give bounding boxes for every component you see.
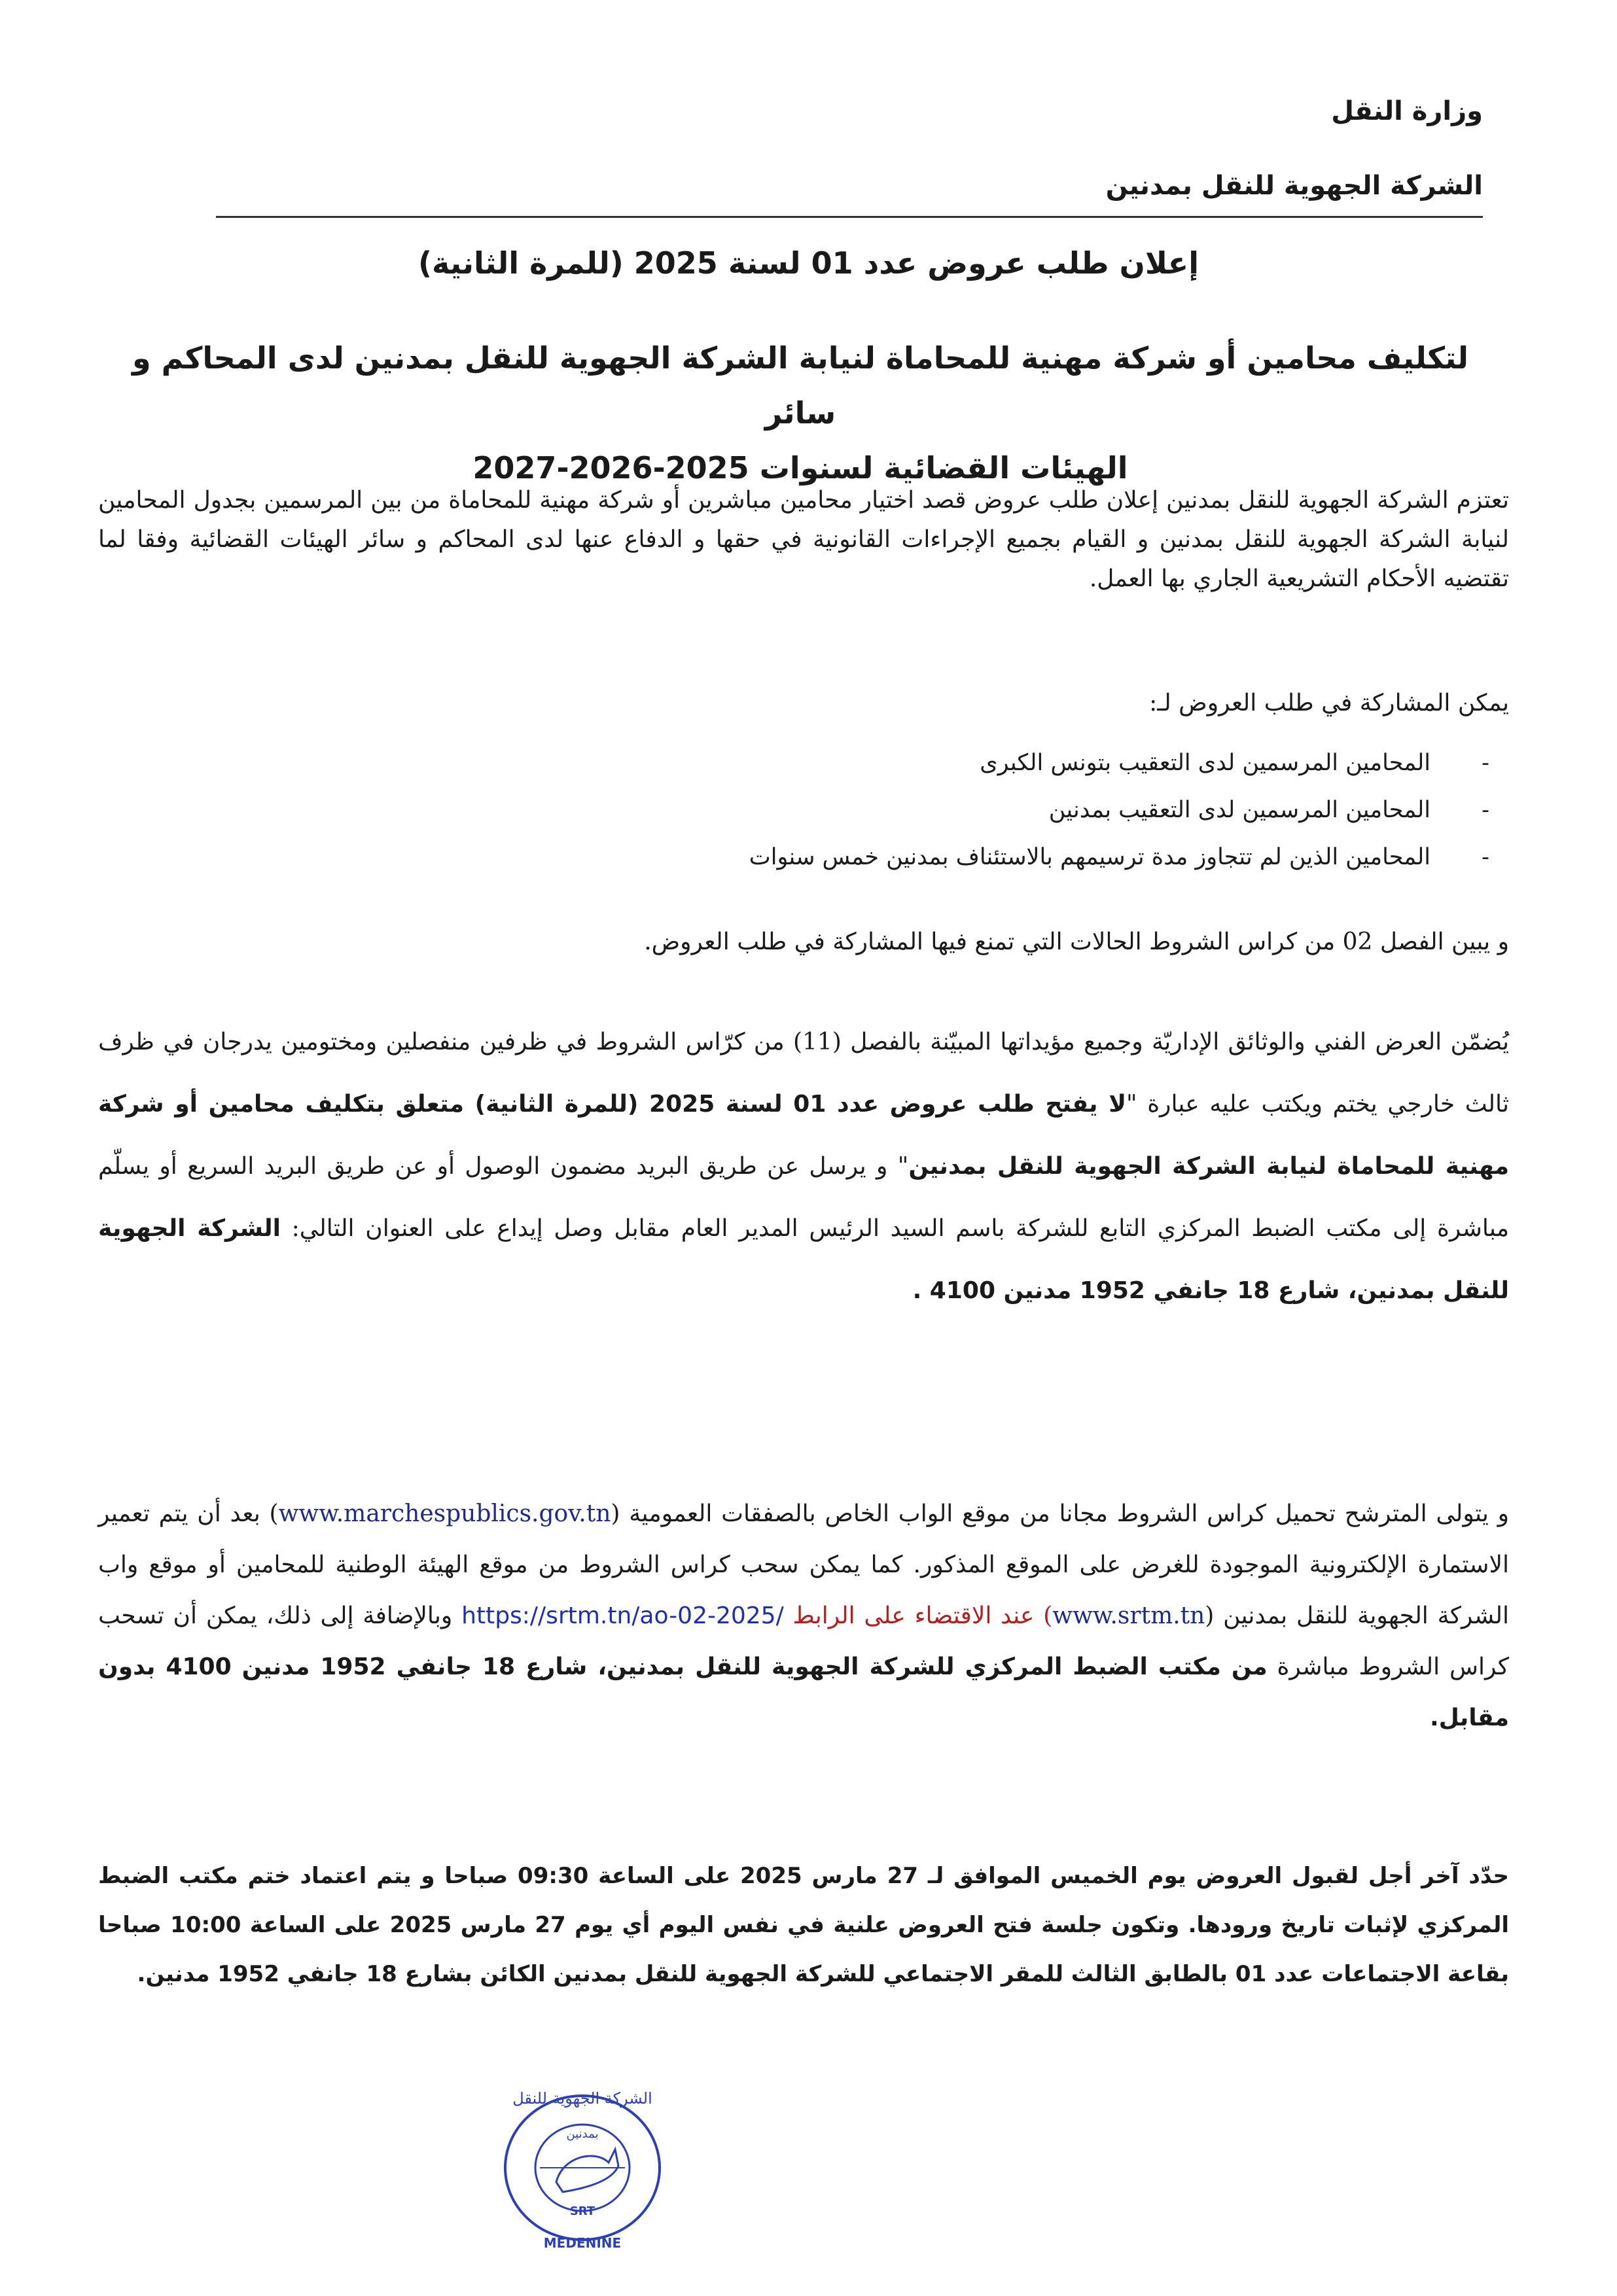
intro-paragraph: تعتزم الشركة الجهوية للنقل بمدنين إعلان طلب عروض قصد اختيار محامين مباشرين أو شركة مهنية للمحاماة من بين المرسمين بجدول المحامين لنيابة الشركة الجهوية للنقل بمدنين و القيام بجميع الإجراءات القانونية في حقها و الدفاع عنها لدى المحاكم و سائر الهيئات القضائية وفقا لما تقتضيه الأحكام التشريعية الجاري بها العمل. bbox=[98, 487, 1510, 592]
stamp-abbr: SRT bbox=[569, 2204, 595, 2218]
subtitle-line-2: الهيئات القضائية لسنوات 2025-2026-2027 bbox=[472, 450, 1128, 486]
document-subtitle bbox=[118, 330, 1483, 495]
download-paragraph bbox=[98, 1489, 1509, 1744]
download-text-b: ) بعد أن يتم تعمير الاستمارة الإلكترونية الموجودة للغرض على الموقع المذكور. كما يمكن سحب كراس الشروط من موقع الهيئة الوطنية للمحامين أو موقع واب الشركة الجهوية للنقل بمدنين ( bbox=[98, 1500, 1510, 1629]
envelope-label: لا يفتح طلب عروض عدد 01 لسنة 2025 (للمرة الثانية) متعلق بتكليف محامين أو شركة مهنية للمحاماة لنيابة الشركة الجهوية للنقل بمدنين bbox=[98, 1091, 1509, 1180]
stamp-ring-text: الشركة الجهوية للنقل bbox=[512, 2089, 652, 2108]
srtm-ao-link[interactable]: https://srtm.tn/ao-02-2025/ bbox=[461, 1602, 784, 1629]
eligibility-list bbox=[749, 739, 1489, 881]
letterhead bbox=[1106, 88, 1483, 209]
download-text-c: ) عند الاقتضاء على الرابط bbox=[783, 1602, 1053, 1629]
stamp-city-en: MEDENINE bbox=[543, 2235, 622, 2251]
document-title: إعلان طلب عروض عدد 01 لسنة 2025 (للمرة الثانية) bbox=[418, 245, 1199, 281]
pickup-address: من مكتب الضبط المركزي للشركة الجهوية للنقل بمدنين، شارع 18 جانفي 1952 مدنين 4100 بدون مقابل. bbox=[98, 1653, 1509, 1731]
list-item: - المحامين المرسمين لدى التعقيب بمدنين bbox=[749, 786, 1489, 834]
submission-address: الشركة الجهوية للنقل بمدنين، شارع 18 جانفي 1952 مدنين 4100 . bbox=[98, 1215, 1509, 1304]
submission-text-c: " و يرسل عن طريق البريد مضمون الوصول أو عن طريق البريد السريع أو يسلّم مباشرة إلى مكتب الضبط المركزي التابع للشركة باسم السيد الرئيس المدير العام مقابل وصل إيداع على العنوان التالي: bbox=[98, 1153, 1509, 1242]
stamp-city-ar: بمدنين bbox=[566, 2127, 599, 2141]
deadline-paragraph: حدّد آخر أجل لقبول العروض يوم الخميس الموافق لـ 27 مارس 2025 على الساعة 09:30 صباحا و يتم اعتماد ختم مكتب الضبط المركزي لإثبات تاريخ ورودها. وتكون جلسة فتح العروض علنية في نفس اليوم أي يوم 27 مارس 2025 على الساعة 10:00 صباحا بقاعة الاجتماعات عدد 01 بالطابق الثالث للمقر الاجتماعي للشركة الجهوية للنقل بمدنين الكائن بشارع 18 جانفي 1952 مدنين. bbox=[98, 1863, 1509, 1987]
download-text-d: وبالإضافة إلى ذلك، يمكن أن تسحب كراس الشروط مباشرة bbox=[98, 1602, 1509, 1680]
submission-text-a: يُضمّن العرض الفني والوثائق الإداريّة وجميع مؤيداتها المبيّنة بالفصل (11) من كرّاس الشروط في ظرفين منفصلين ومختومين يدرجان في ظرف ثالث خارجي يختم ويكتب عليه عبارة " bbox=[98, 1029, 1510, 1118]
eligibility-intro: يمكن المشاركة في طلب العروض لـ: bbox=[1149, 690, 1509, 716]
download-text-a: و يتولى المترشح تحميل كراس الشروط مجانا من موقع الواب الخاص بالصفقات العمومية ( bbox=[611, 1500, 1509, 1527]
chapter-02-paragraph: و يبين الفصل 02 من كراس الشروط الحالات التي تمنع فيها المشاركة في طلب العروض. bbox=[644, 928, 1509, 955]
list-item: - المحامين الذين لم تتجاوز مدة ترسيمهم بالاستئناف بمدنين خمس سنوات bbox=[749, 834, 1489, 881]
srtm-link[interactable]: www.srtm.tn bbox=[1052, 1602, 1205, 1629]
submission-paragraph bbox=[98, 1011, 1509, 1322]
marchespublics-link[interactable]: www.marchespublics.gov.tn bbox=[278, 1500, 611, 1527]
subtitle-line-1: لتكليف محامين أو شركة مهنية للمحاماة لنيابة الشركة الجهوية للنقل بمدنين لدى المحاكم و سائر bbox=[132, 340, 1469, 431]
list-item: - المحامين المرسمين لدى التعقيب بتونس الكبرى bbox=[749, 739, 1489, 786]
company-name: الشركة الجهوية للنقل بمدنين bbox=[1105, 171, 1483, 201]
stamp-gazelle bbox=[556, 2149, 618, 2192]
company-stamp bbox=[484, 2084, 681, 2254]
header-divider bbox=[216, 216, 1483, 218]
ministry-name: وزارة النقل bbox=[1331, 96, 1483, 126]
